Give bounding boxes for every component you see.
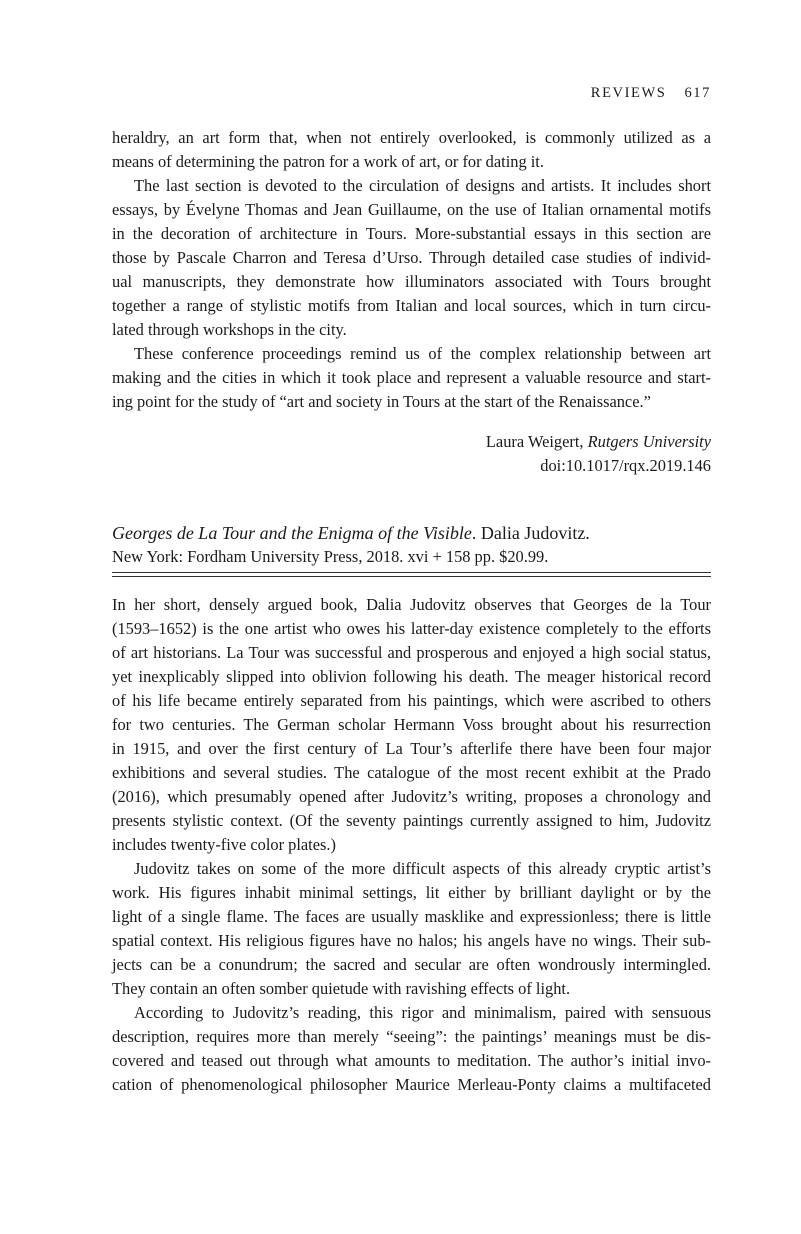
body-line: exhibitions and several studies. The catalogue of the most recent exhibit at the Prado <box>112 763 711 782</box>
reviewer-name: Laura Weigert, <box>485 432 584 451</box>
page-number: 617 <box>684 85 711 101</box>
book-title: Georges de La Tour and the Enigma of the Visible <box>112 523 472 543</box>
running-head <box>591 85 711 102</box>
body-line: jects can be a conundrum; the sacred and secular are often wondrously intermingled. <box>112 955 711 974</box>
doi: doi:10.1017/rqx.2019.146 <box>540 456 711 475</box>
body-line: making and the cities in which it took place and represent a valuable resource and start- <box>112 368 711 387</box>
body-line: heraldry, an art form that, when not entirely overlooked, is commonly utilized as a <box>112 128 711 147</box>
reviewer-affiliation: Rutgers University <box>587 432 711 451</box>
body-line: They contain an often somber quietude with ravishing effects of light. <box>112 979 571 998</box>
body-line: of art historians. La Tour was successful and prosperous and enjoyed a high social status, <box>112 643 711 662</box>
body-line: yet inexplicably slipped into oblivion following his death. The meager historical record <box>112 667 711 686</box>
body-line: together a range of stylistic motifs from Italian and local sources, which in turn circu- <box>112 296 711 315</box>
reviewer-signature <box>486 430 711 454</box>
body-line: in the decoration of architecture in Tours. More-substantial essays in this section are <box>112 224 711 243</box>
running-head-section: REVIEWS <box>590 85 667 101</box>
body-line: covered and teased out through what amounts to meditation. The author’s initial invo- <box>112 1051 711 1070</box>
body-line: According to Judovitz’s reading, this rigor and minimalism, paired with sensuous <box>134 1003 711 1022</box>
body-line: in 1915, and over the first century of La Tour’s afterlife there have been four major <box>112 739 711 758</box>
body-line: light of a single flame. The faces are usually masklike and expressionless; there is little <box>112 907 711 926</box>
body-line: means of determining the patron for a work of art, or for dating it. <box>112 152 544 171</box>
body-line: those by Pascale Charron and Teresa d’Urso. Through detailed case studies of individ- <box>112 248 711 267</box>
body-line: for two centuries. The German scholar Hermann Voss brought about his resurrection <box>112 715 711 734</box>
body-line: The last section is devoted to the circulation of designs and artists. It includes short <box>134 176 711 195</box>
body-line: lated through workshops in the city. <box>112 320 347 339</box>
divider-rule <box>112 576 711 577</box>
body-line: description, requires more than merely “seeing”: the paintings’ meanings must be dis- <box>112 1027 711 1046</box>
body-line: ing point for the study of “art and society in Tours at the start of the Renaissance.” <box>112 392 651 411</box>
publication-info: New York: Fordham University Press, 2018. xvi + 158 pp. $20.99. <box>112 547 549 566</box>
body-line: of his life became entirely separated from his paintings, which were ascribed to others <box>112 691 711 710</box>
body-line: (1593–1652) is the one artist who owes his latter-day existence completely to the efforts <box>112 619 711 638</box>
body-line: cation of phenomenological philosopher Maurice Merleau-Ponty claims a multifaceted <box>112 1075 711 1094</box>
body-line: includes twenty-five color plates.) <box>112 835 336 854</box>
body-line: In her short, densely argued book, Dalia Judovitz observes that Georges de la Tour <box>112 595 711 614</box>
body-line: work. His figures inhabit minimal settings, lit either by brilliant daylight or by the <box>112 883 711 902</box>
book-author: . Dalia Judovitz. <box>471 523 590 543</box>
divider-rule <box>112 572 711 573</box>
body-line: spatial context. His religious figures have no halos; his angels have no wings. Their sub- <box>112 931 711 950</box>
body-line: essays, by Évelyne Thomas and Jean Guillaume, on the use of Italian ornamental motifs <box>112 200 711 219</box>
body-line: Judovitz takes on some of the more difficult aspects of this already cryptic artist’s <box>134 859 711 878</box>
body-line: presents stylistic context. (Of the seventy paintings currently assigned to him, Judovitz <box>112 811 711 830</box>
book-citation-title <box>112 520 590 546</box>
body-line: These conference proceedings remind us of the complex relationship between art <box>134 344 711 363</box>
body-line: (2016), which presumably opened after Judovitz’s writing, proposes a chronology and <box>112 787 711 806</box>
body-line: ual manuscripts, they demonstrate how illuminators associated with Tours brought <box>112 272 711 291</box>
